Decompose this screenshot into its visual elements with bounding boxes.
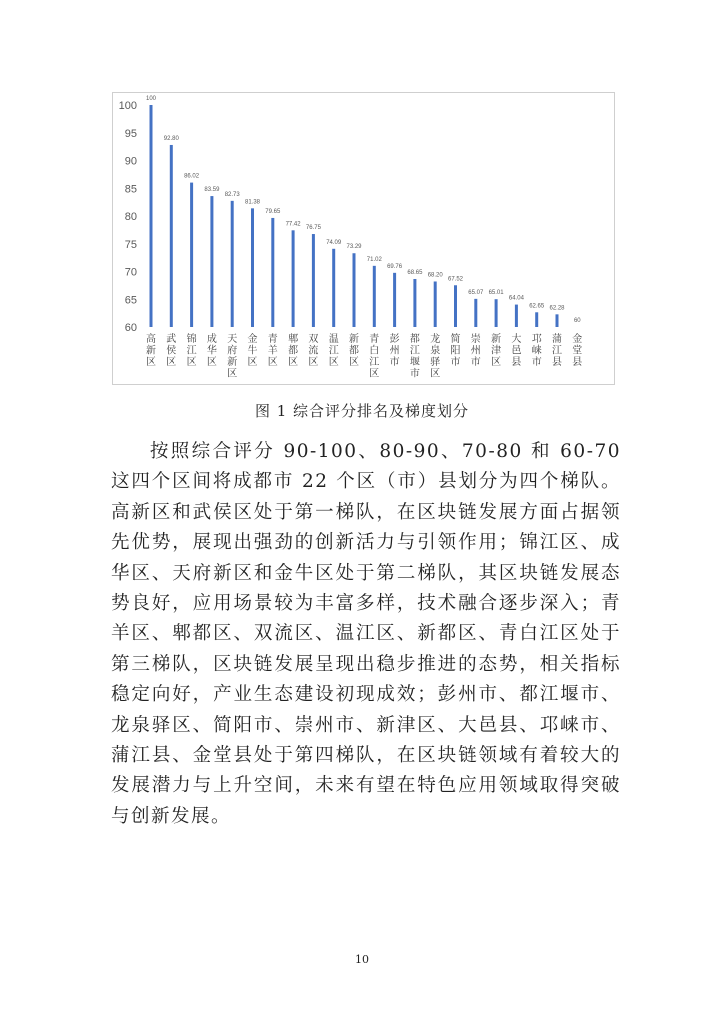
- category-label: 大邑县: [511, 334, 522, 368]
- category-label: 金牛区: [247, 334, 258, 368]
- category-label: 双流区: [308, 334, 319, 368]
- y-tick-label: 65: [124, 294, 137, 307]
- category-label: 蒲江县: [552, 334, 562, 368]
- category-label: 温江区: [328, 334, 339, 368]
- category-label: 都江堰市: [409, 334, 420, 380]
- data-label: 82.73: [224, 191, 240, 198]
- category-label: 简阳市: [450, 334, 461, 368]
- category-label: 彭州市: [389, 334, 400, 368]
- bar: [373, 266, 376, 327]
- category-label: 金堂县: [572, 334, 583, 368]
- y-tick-label: 80: [124, 211, 137, 223]
- bar: [535, 312, 538, 327]
- data-label: 81.38: [244, 199, 261, 206]
- page-number: 10: [355, 953, 369, 966]
- data-label: 73.29: [346, 244, 362, 251]
- bar: [515, 305, 518, 327]
- body-paragraph: [111, 437, 621, 832]
- data-label: 62.28: [549, 305, 565, 312]
- bar: [210, 196, 213, 327]
- data-label: 77.42: [285, 221, 301, 228]
- bar: [495, 299, 498, 327]
- data-label: 76.75: [305, 225, 321, 232]
- bar: [231, 201, 234, 327]
- data-label: 67.52: [447, 276, 464, 283]
- bar: [150, 105, 153, 327]
- chart-canvas: [113, 93, 616, 386]
- bar: [170, 145, 173, 327]
- data-label: 62.65: [529, 303, 545, 310]
- bar: [190, 183, 193, 327]
- data-label: 64.04: [508, 295, 524, 302]
- category-label: 龙泉驿区: [430, 334, 441, 380]
- data-label: 83.59: [204, 187, 220, 194]
- y-tick-label: 75: [124, 238, 137, 251]
- category-label: 新都区: [349, 334, 359, 368]
- data-label: 86.02: [184, 173, 200, 180]
- bar: [434, 281, 437, 327]
- data-label: 100: [145, 96, 157, 102]
- bar: [271, 218, 274, 327]
- data-label: 68.20: [427, 272, 443, 279]
- category-label: 新津区: [491, 334, 502, 368]
- category-label: 天府新区: [227, 334, 238, 380]
- score-bar-chart: [112, 92, 615, 385]
- category-label: 锦江区: [186, 334, 197, 368]
- bar: [251, 208, 254, 327]
- category-label: 青白江区: [369, 334, 380, 380]
- category-label: 成华区: [206, 334, 217, 368]
- bar: [556, 314, 559, 327]
- data-label: 92.80: [163, 135, 179, 142]
- y-tick-label: 100: [118, 100, 137, 112]
- data-label: 60: [573, 318, 581, 324]
- category-label: 高新区: [146, 334, 156, 368]
- bar: [292, 230, 295, 327]
- category-label: 武侯区: [166, 334, 177, 368]
- bar: [413, 279, 416, 327]
- data-label: 69.76: [387, 263, 403, 270]
- category-label: 郫都区: [288, 334, 299, 368]
- y-tick-label: 90: [124, 155, 137, 168]
- bar: [393, 273, 396, 327]
- bar: [454, 285, 457, 327]
- bar: [474, 299, 477, 327]
- figure-caption: 图 1 综合评分排名及梯度划分: [254, 402, 470, 420]
- data-label: 79.65: [265, 208, 281, 215]
- bar: [312, 234, 315, 327]
- data-label: 68.65: [407, 269, 423, 276]
- y-tick-label: 95: [124, 127, 137, 140]
- body-paragraph-text: 按照综合评分 90-100、80-90、70-80 和 60-70 这四个区间将成都市 22 个区（市）县划分为四个梯队。高新区和武侯区处于第一梯队，在区块链发展方面占据领先优势，展现出强劲的创新活力与引领作用；锦江区、成华区、天府新区和金牛区处于第二梯队，其区块链发展态势良好，应用场景较为丰富多样，技术融合逐步深入；青羊区、郫都区、双流区、温江区、新都区、青白江区处于第三梯队，区块链发展呈现出稳步推进的态势，相关指标稳定向好，产业生态建设初现成效；彭州市、都江堰市、龙泉驿区、简阳市、崇州市、新津区、大邑县、邛崃市、蒲江县、金堂县处于第四梯队，在区块链领域有着较大的发展潜力与上升空间，未来有望在特色应用领域取得突破与创新发展。: [111, 441, 621, 827]
- data-label: 65.01: [488, 290, 504, 297]
- y-tick-label: 60: [124, 322, 137, 334]
- y-tick-label: 70: [124, 266, 137, 279]
- bar: [332, 249, 335, 327]
- data-label: 65.07: [468, 289, 484, 296]
- category-label: 邛崃市: [531, 334, 542, 368]
- category-label: 崇州市: [470, 334, 481, 368]
- data-label: 74.09: [326, 239, 342, 246]
- y-tick-label: 85: [124, 183, 137, 196]
- bar: [353, 253, 356, 327]
- data-label: 71.02: [366, 256, 382, 263]
- category-label: 青羊区: [267, 334, 278, 368]
